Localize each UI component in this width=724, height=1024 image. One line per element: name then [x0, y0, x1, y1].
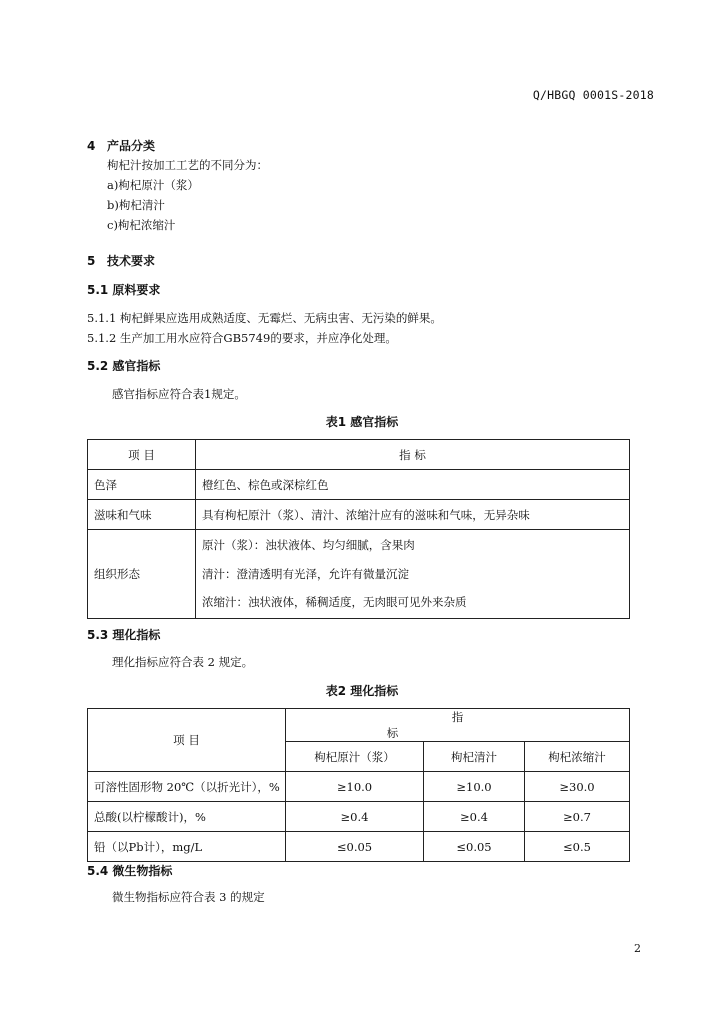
table-2-col-concentrate: 枸杞浓缩汁 [525, 742, 630, 772]
table-row [88, 772, 630, 802]
section-4-item-b: b)枸杞清汁 [107, 198, 165, 212]
table-2-cell: ≥30.0 [525, 772, 630, 802]
table-row [88, 832, 630, 862]
section-5-title: 技术要求 [107, 254, 156, 268]
table-1-value-color: 橙红色、棕色或深棕红色 [196, 470, 630, 500]
table-1-caption: 表1 感官指标 [325, 415, 399, 429]
table-2-head-index [286, 709, 630, 742]
section-5-3-text: 理化指标应符合表 2 规定。 [112, 655, 254, 669]
physicochemical-table [87, 708, 630, 862]
table-row [88, 440, 630, 470]
table-2-cell: ≥0.4 [286, 802, 424, 832]
table-2-label-lead: 铅（以Pb计），mg/L [88, 832, 286, 862]
section-4-title: 产品分类 [107, 139, 156, 153]
table-row [88, 802, 630, 832]
table-2-label-acid: 总酸(以柠檬酸计)，% [88, 802, 286, 832]
table-2-head-index-text: 指标 [386, 710, 594, 740]
section-5-4-heading: 5.4 微生物指标 [87, 864, 173, 878]
section-5-heading [87, 252, 155, 269]
section-4-number: 4 [87, 139, 96, 153]
table-2-cell: ≥10.0 [286, 772, 424, 802]
table-row [88, 709, 630, 742]
sensory-table [87, 439, 630, 619]
table-2-col-clear: 枸杞清汁 [424, 742, 525, 772]
table-2-head-item: 项 目 [88, 709, 286, 772]
section-4-heading [87, 137, 155, 154]
table-1-label-texture: 组织形态 [88, 530, 196, 619]
table-2-cell: ≤0.05 [286, 832, 424, 862]
table-1-head-index: 指 标 [196, 440, 630, 470]
table-1-value-texture [196, 530, 630, 619]
table-2-cell: ≥0.4 [424, 802, 525, 832]
section-4-intro: 枸杞汁按加工工艺的不同分为： [107, 158, 268, 172]
table-2-col-raw: 枸杞原汁（浆） [286, 742, 424, 772]
table-2-cell: ≥10.0 [424, 772, 525, 802]
doc-code: Q/HBGQ 0001S-2018 [532, 88, 654, 102]
table-2-cell: ≤0.05 [424, 832, 525, 862]
section-5-4-text: 微生物指标应符合表 3 的规定 [112, 890, 265, 904]
clause-5-1-2: 5.1.2 生产加工用水应符合GB5749的要求，并应净化处理。 [87, 331, 397, 345]
section-5-3-heading: 5.3 理化指标 [87, 628, 161, 642]
table-1-head-item: 项 目 [88, 440, 196, 470]
table-row [88, 500, 630, 530]
page-number: 2 [634, 942, 641, 955]
table-1-label-taste: 滋味和气味 [88, 500, 196, 530]
texture-line-concentrate: 浓缩汁：浊状液体，稀稠适度，无肉眼可见外来杂质 [202, 595, 467, 610]
table-1-value-taste: 具有枸杞原汁（浆）、清汁、浓缩汁应有的滋味和气味，无异杂味 [196, 500, 630, 530]
section-4-item-c: c)枸杞浓缩汁 [107, 218, 176, 232]
section-4-item-a: a)枸杞原汁（浆） [107, 178, 199, 192]
table-2-cell: ≥0.7 [525, 802, 630, 832]
section-5-number: 5 [87, 254, 96, 268]
table-2-label-solids: 可溶性固形物 20℃（以折光计），% [88, 772, 286, 802]
clause-5-1-1: 5.1.1 枸杞鲜果应选用成熟适度、无霉烂、无病虫害、无污染的鲜果。 [87, 311, 442, 325]
table-2-cell: ≤0.5 [525, 832, 630, 862]
section-5-2-text: 感官指标应符合表1规定。 [112, 387, 246, 401]
section-5-1-heading: 5.1 原料要求 [87, 283, 161, 297]
table-row [88, 470, 630, 500]
table-1-label-color: 色泽 [88, 470, 196, 500]
texture-line-raw: 原汁（浆）：浊状液体、均匀细腻，含果肉 [202, 538, 415, 553]
table-2-caption: 表2 理化指标 [325, 684, 399, 698]
section-5-2-heading: 5.2 感官指标 [87, 359, 161, 373]
texture-line-clear: 清汁：澄清透明有光泽，允许有微量沉淀 [202, 566, 409, 581]
table-row [88, 530, 630, 619]
